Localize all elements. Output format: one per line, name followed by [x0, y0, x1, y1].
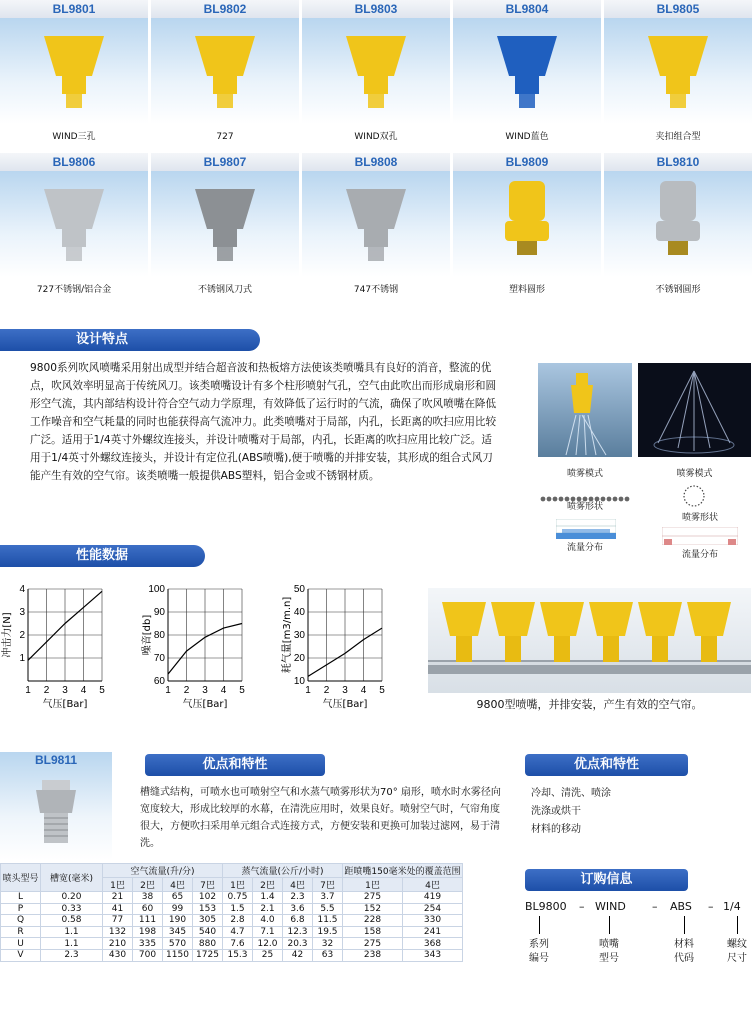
table-cell: 305 [193, 915, 223, 927]
product-card [302, 153, 450, 303]
th-cover-bar: 1巴 [343, 878, 403, 892]
order-connector [609, 916, 610, 934]
table-cell: 99 [163, 903, 193, 915]
table-cell: 60 [133, 903, 163, 915]
spray-mode-label-right: 喷雾模式 [676, 469, 713, 479]
table-cell: 0.33 [41, 903, 103, 915]
table-cell: 335 [133, 938, 163, 950]
product-card [151, 0, 299, 150]
feature-item: 洗涤或烘干 [531, 806, 581, 817]
table-cell: R [1, 926, 41, 938]
spray-shape-label-right: 喷雾形状 [681, 513, 718, 523]
product-card [0, 153, 148, 303]
order-label-line: 型号 [599, 953, 619, 964]
table-cell: 21 [103, 892, 133, 904]
order-separator: – [708, 900, 714, 913]
x-tick-label: 2 [183, 685, 190, 696]
order-connector [684, 916, 685, 934]
table-cell: 4.0 [253, 915, 283, 927]
product-code: BL9801 [0, 0, 148, 18]
order-part: 1/4 [723, 900, 741, 913]
product-caption: WIND三孔 [52, 132, 96, 142]
th-air-bar: 2巴 [133, 878, 163, 892]
table-row [1, 903, 463, 915]
th-cover-bar: 4巴 [403, 878, 463, 892]
product-photo [0, 18, 148, 124]
bl9811-code: BL9811 [34, 753, 78, 767]
order-part: WIND [595, 900, 626, 913]
x-tick-label: 1 [25, 685, 31, 696]
bl9811-adv-text: 槽缝式结构，可喷水也可喷射空气和水蒸气喷雾形状为70° 扇形，喷水时水雾径向宽度较大，形成比较厚的水幕，在清洗应用时，效果良好。喷射空气时，气帘角度很大，方便吹扫采用单元组合式连接方式，方便安装和更换可加装过滤网，易于清洗。 [140, 787, 501, 849]
x-axis-label: 气压[Bar] [182, 699, 228, 710]
performance-chart [140, 581, 280, 720]
y-tick-label: 100 [148, 584, 165, 595]
product-photo [302, 171, 450, 277]
flow-table [0, 863, 463, 962]
product-code: BL9806 [0, 153, 148, 171]
x-tick-label: 1 [305, 685, 311, 696]
y-axis-label: 噪音[db] [142, 614, 153, 656]
th-air-bar: 4巴 [163, 878, 193, 892]
product-code: BL9808 [302, 153, 450, 171]
th-model: 喷头型号 [1, 864, 41, 892]
th-air-bar: 7巴 [193, 878, 223, 892]
product-caption: WIND双孔 [354, 132, 398, 142]
flow-label-left: 流量分布 [566, 543, 603, 553]
table-cell: L [1, 892, 41, 904]
product-card [0, 0, 148, 150]
table-cell: P [1, 903, 41, 915]
table-row [1, 915, 463, 927]
table-cell: 570 [163, 938, 193, 950]
table-cell: 238 [343, 949, 403, 961]
order-connector [539, 916, 540, 934]
table-cell: 15.3 [223, 949, 253, 961]
table-cell: 3.6 [283, 903, 313, 915]
x-axis-label: 气压[Bar] [322, 699, 368, 710]
table-cell: V [1, 949, 41, 961]
product-caption: 不锈钢风刀式 [197, 285, 252, 295]
x-tick-label: 5 [239, 685, 245, 696]
table-cell: 330 [403, 915, 463, 927]
table-cell: 880 [193, 938, 223, 950]
table-cell: 111 [133, 915, 163, 927]
performance-title: 性能数据 [0, 545, 205, 567]
order-label-line: 尺寸 [727, 953, 747, 964]
product-code: BL9802 [151, 0, 299, 18]
features-list [531, 785, 611, 839]
manifold-photo [428, 588, 751, 693]
order-code [525, 900, 751, 980]
product-caption: 不锈钢圆形 [655, 285, 701, 295]
table-cell: 38 [133, 892, 163, 904]
spray-photo-fan [538, 363, 632, 457]
y-tick-label: 50 [293, 584, 305, 595]
order-title: 订购信息 [525, 869, 688, 891]
order-label-line: 系列 [529, 939, 549, 950]
y-axis-label: 耗气量[m3/m.n] [282, 596, 293, 674]
table-cell: 2.8 [223, 915, 253, 927]
x-tick-label: 4 [360, 685, 367, 696]
table-cell: 3.7 [313, 892, 343, 904]
table-cell: 25 [253, 949, 283, 961]
y-tick-label: 80 [153, 630, 165, 641]
y-tick-label: 90 [153, 607, 165, 618]
x-axis-label: 气压[Bar] [42, 699, 88, 710]
y-tick-label: 10 [293, 676, 305, 687]
table-row [1, 926, 463, 938]
order-separator: – [652, 900, 658, 913]
x-tick-label: 3 [202, 685, 208, 696]
x-tick-label: 5 [99, 685, 105, 696]
th-steam-bar: 1巴 [223, 878, 253, 892]
design-text: 9800系列吹风喷嘴采用射出成型并结合超音波和热板熔方法使该类喷嘴具有良好的消音，整流的优点，吹风效率明显高于传统风刀。该类喷嘴设计有多个柱形喷射气孔，空气由此吹出而形成扇形和圆形空气流，其内部结构设计符合空气动力学原理，有效降低了运行时的气流，确保了吹风喷嘴在降低工作噪音和空气耗量的同时也能获得高气流冲力。此类喷嘴对于局部，内孔，长距离的吹扫应用比较广泛。适用于1/4英寸外螺纹连接头，并设计喷嘴对于局部，内孔，长距离的吹扫应用比较广泛。适用于1/4英寸外螺纹连接头，并设计有定位孔(ABS喷嘴),便于喷嘴的并排安装，其形成的组合式风刀能产生有效的空气帘。该类喷嘴一般提供ABS塑料，铝合金或不锈钢材质。 [30, 362, 497, 482]
bl9811-photo [0, 752, 112, 860]
table-cell: 41 [103, 903, 133, 915]
table-cell: 540 [193, 926, 223, 938]
order-part: BL9800 [525, 900, 567, 913]
th-cover: 距喷嘴150毫米处的覆盖范围 [343, 864, 463, 878]
flow-label-right: 流量分布 [681, 550, 718, 560]
product-photo [604, 18, 752, 124]
product-code: BL9810 [604, 153, 752, 171]
table-cell: 190 [163, 915, 193, 927]
feature-item: 材料的移动 [531, 824, 581, 835]
order-label [727, 938, 747, 966]
table-cell: 158 [343, 926, 403, 938]
table-cell: 1725 [193, 949, 223, 961]
table-cell: 700 [133, 949, 163, 961]
table-row [1, 938, 463, 950]
y-tick-label: 70 [153, 653, 165, 664]
th-steam-bar: 7巴 [313, 878, 343, 892]
table-cell: 430 [103, 949, 133, 961]
x-tick-label: 4 [80, 685, 87, 696]
table-cell: 2.3 [283, 892, 313, 904]
y-tick-label: 2 [19, 630, 25, 641]
design-title: 设计特点 [0, 329, 260, 351]
y-tick-label: 1 [19, 653, 25, 664]
table-cell: 132 [103, 926, 133, 938]
order-label [599, 938, 619, 966]
table-cell: 0.75 [223, 892, 253, 904]
x-tick-label: 4 [220, 685, 227, 696]
table-cell: 345 [163, 926, 193, 938]
product-caption: 727 [216, 132, 234, 142]
x-tick-label: 3 [342, 685, 348, 696]
th-air-bar: 1巴 [103, 878, 133, 892]
feature-item: 冷却、清洗、喷涂 [531, 788, 611, 799]
product-photo [453, 171, 601, 277]
table-row [1, 949, 463, 961]
table-cell: 7.6 [223, 938, 253, 950]
table-cell: 241 [403, 926, 463, 938]
product-caption: 747不锈钢 [353, 285, 399, 295]
table-cell: 2.1 [253, 903, 283, 915]
product-card [453, 0, 601, 150]
x-tick-label: 1 [165, 685, 171, 696]
y-tick-label: 40 [293, 607, 305, 618]
table-cell: 2.3 [41, 949, 103, 961]
product-card [302, 0, 450, 150]
table-cell: 153 [193, 903, 223, 915]
table-cell: 228 [343, 915, 403, 927]
product-code: BL9805 [604, 0, 752, 18]
table-cell: 343 [403, 949, 463, 961]
product-caption: 夹扣组合型 [655, 132, 701, 142]
product-card [453, 153, 601, 303]
performance-chart [0, 581, 140, 720]
x-tick-label: 2 [323, 685, 330, 696]
order-label-line: 代码 [674, 953, 694, 964]
product-code: BL9803 [302, 0, 450, 18]
product-photo [604, 171, 752, 277]
x-tick-label: 3 [62, 685, 68, 696]
order-label-line: 编号 [529, 953, 549, 964]
y-axis-label: 冲击力[N] [2, 612, 13, 658]
table-cell: 275 [343, 892, 403, 904]
order-part: ABS [670, 900, 692, 913]
table-cell: 65 [163, 892, 193, 904]
table-cell: 32 [313, 938, 343, 950]
table-cell: 77 [103, 915, 133, 927]
product-card [151, 153, 299, 303]
product-caption: 塑料圆形 [508, 285, 545, 295]
product-card [604, 153, 752, 303]
product-card [604, 0, 752, 150]
product-code: BL9807 [151, 153, 299, 171]
flow-distribution-cone [662, 527, 738, 545]
spray-mode-label-left: 喷雾模式 [566, 469, 603, 479]
manifold-caption: 9800型喷嘴，并排安装，产生有效的空气帘。 [476, 698, 703, 711]
table-cell: 1.1 [41, 938, 103, 950]
table-cell: 11.5 [313, 915, 343, 927]
product-photo [0, 171, 148, 277]
table-cell: 12.3 [283, 926, 313, 938]
table-cell: 102 [193, 892, 223, 904]
spray-shape-cone [682, 484, 706, 508]
table-cell: 63 [313, 949, 343, 961]
th-steam-bar: 4巴 [283, 878, 313, 892]
table-cell: 19.5 [313, 926, 343, 938]
table-cell: 368 [403, 938, 463, 950]
bl9811-adv-title: 优点和特性 [145, 754, 325, 776]
table-cell: 20.3 [283, 938, 313, 950]
table-cell: 12.0 [253, 938, 283, 950]
spray-shape-fan [540, 488, 630, 496]
order-label-line: 喷嘴 [599, 939, 619, 950]
table-cell: 6.8 [283, 915, 313, 927]
y-tick-label: 4 [19, 584, 25, 595]
features-title: 优点和特性 [525, 754, 688, 776]
table-cell: 0.58 [41, 915, 103, 927]
th-steam-bar: 2巴 [253, 878, 283, 892]
order-label-line: 螺纹 [727, 939, 747, 950]
table-cell: 275 [343, 938, 403, 950]
y-tick-label: 20 [293, 653, 305, 664]
product-photo [151, 171, 299, 277]
table-cell: 152 [343, 903, 403, 915]
table-cell: 4.7 [223, 926, 253, 938]
table-cell: 1150 [163, 949, 193, 961]
y-tick-label: 30 [293, 630, 305, 641]
x-tick-label: 2 [43, 685, 50, 696]
order-label [674, 938, 694, 966]
product-photo [453, 18, 601, 124]
table-cell: 0.20 [41, 892, 103, 904]
product-code: BL9804 [453, 0, 601, 18]
order-connector [737, 916, 738, 934]
table-cell: 419 [403, 892, 463, 904]
product-photo [302, 18, 450, 124]
product-caption: 727不锈钢/铝合金 [36, 285, 112, 295]
table-cell: 1.1 [41, 926, 103, 938]
table-cell: 7.1 [253, 926, 283, 938]
order-label-line: 材料 [674, 939, 694, 950]
table-cell: U [1, 938, 41, 950]
table-cell: 210 [103, 938, 133, 950]
y-tick-label: 3 [19, 607, 25, 618]
product-code: BL9809 [453, 153, 601, 171]
table-cell: 254 [403, 903, 463, 915]
spray-photo-cone [638, 363, 751, 457]
order-separator: – [579, 900, 585, 913]
x-tick-label: 5 [379, 685, 385, 696]
y-tick-label: 60 [153, 676, 165, 687]
product-photo [151, 18, 299, 124]
table-cell: 198 [133, 926, 163, 938]
table-row [1, 892, 463, 904]
table-cell: Q [1, 915, 41, 927]
th-width: 槽宽(毫米) [41, 864, 103, 892]
flow-distribution-fan [556, 519, 616, 539]
table-cell: 42 [283, 949, 313, 961]
performance-chart [280, 581, 420, 720]
th-steam: 蒸气流量(公斤/小时) [223, 864, 343, 878]
table-cell: 1.4 [253, 892, 283, 904]
table-cell: 5.5 [313, 903, 343, 915]
order-label [529, 938, 549, 966]
product-caption: WIND蓝色 [505, 132, 549, 142]
th-air: 空气流量(升/分) [103, 864, 223, 878]
spray-shape-label-left: 喷雾形状 [566, 502, 603, 512]
table-cell: 1.5 [223, 903, 253, 915]
